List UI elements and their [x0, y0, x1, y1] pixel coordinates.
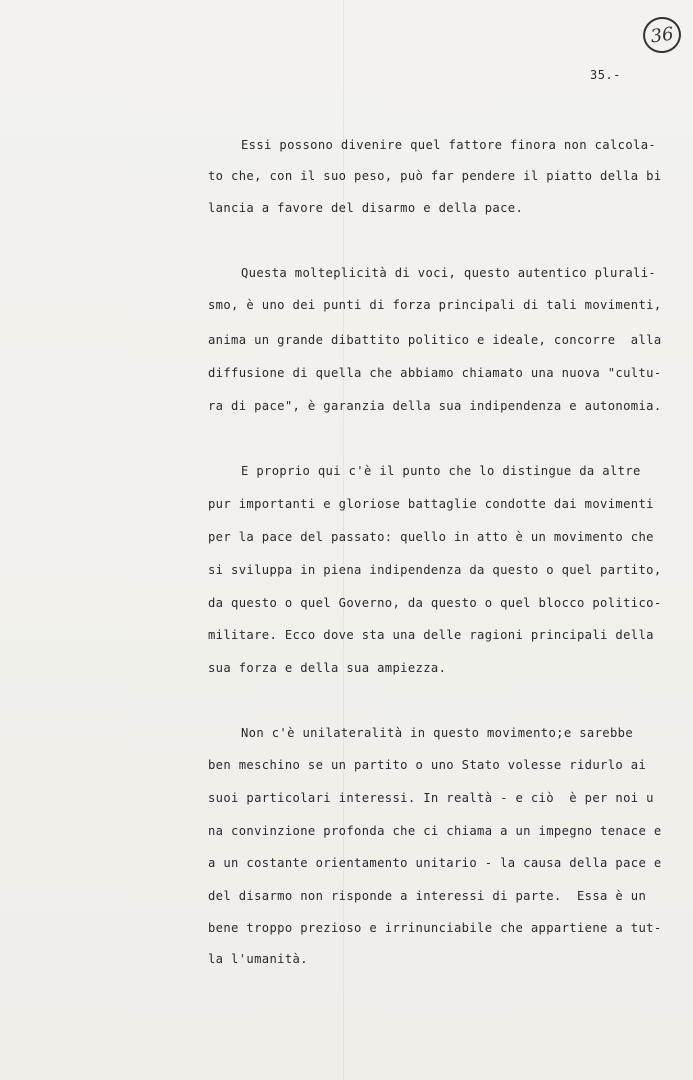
page-number: 35.-: [590, 68, 621, 82]
text-line: ra di pace", è garanzia della sua indipendenza e autonomia.: [208, 399, 662, 413]
text-line: pur importanti e gloriose battaglie condotte dai movimenti: [208, 497, 654, 511]
text-line: si sviluppa in piena indipendenza da questo o quel partito,: [208, 563, 662, 577]
text-line: bene troppo prezioso e irrinunciabile che appartiene a tut-: [208, 921, 662, 935]
text-line: Non c'è unilateralità in questo movimento;e sarebbe: [241, 726, 634, 740]
text-line: smo, è uno dei punti di forza principali di tali movimenti,: [208, 298, 662, 312]
text-line: del disarmo non risponde a interessi di parte. Essa è un: [208, 889, 647, 903]
text-line: diffusione di quella che abbiamo chiamato una nuova "cultu-: [208, 366, 662, 380]
text-line: na convinzione profonda che ci chiama a un impegno tenace e: [208, 824, 662, 838]
text-line: to che, con il suo peso, può far pendere il piatto della bi: [208, 169, 662, 183]
text-line: suoi particolari interessi. In realtà - e ciò è per noi u: [208, 791, 654, 805]
text-line: militare. Ecco dove sta una delle ragioni principali della: [208, 628, 654, 642]
text-line: Questa molteplicità di voci, questo autentico plurali-: [241, 266, 657, 280]
text-line: ben meschino se un partito o uno Stato volesse ridurlo ai: [208, 758, 647, 772]
text-line: Essi possono divenire quel fattore finora non calcola-: [241, 138, 657, 152]
text-line: lancia a favore del disarmo e della pace.: [208, 201, 524, 215]
text-line: la l'umanità.: [208, 952, 308, 966]
text-line: anima un grande dibattito politico e ideale, concorre alla: [208, 333, 662, 347]
text-line: E proprio qui c'è il punto che lo distingue da altre: [241, 464, 641, 478]
text-line: per la pace del passato: quello in atto è un movimento che: [208, 530, 654, 544]
text-line: a un costante orientamento unitario - la causa della pace e: [208, 856, 662, 870]
text-line: da questo o quel Governo, da questo o quel blocco politico-: [208, 596, 662, 610]
handwritten-page-stamp: 36: [641, 15, 684, 56]
text-line: sua forza e della sua ampiezza.: [208, 661, 447, 675]
